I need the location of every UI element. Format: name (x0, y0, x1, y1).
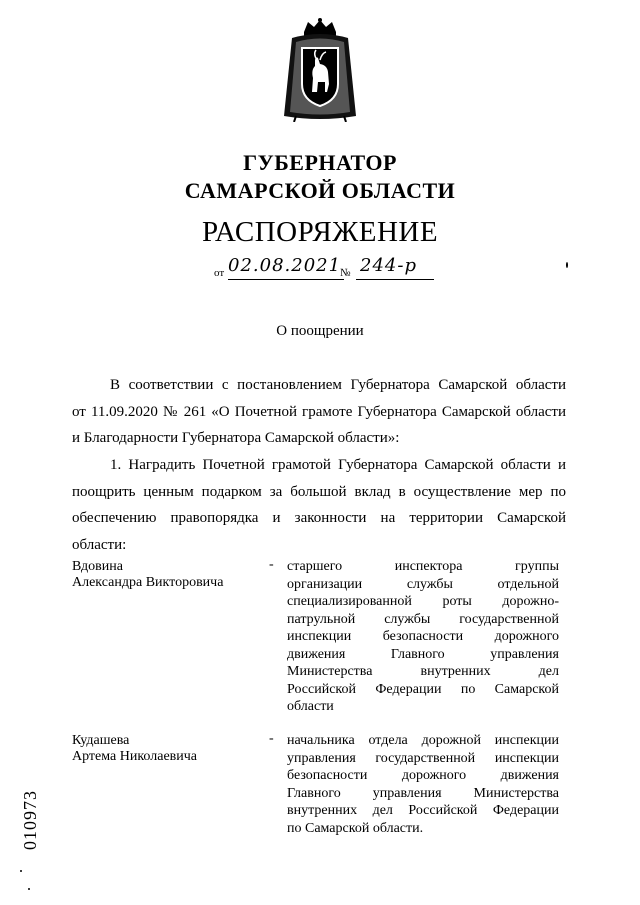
position-line: организации службы отдельной (287, 576, 559, 592)
position-line: Министерства внутренних дел (287, 664, 559, 679)
awardee-2-position (287, 732, 559, 837)
awardee-surname: Кудашева (72, 733, 130, 748)
authority-title-line1: ГУБЕРНАТОР (243, 150, 397, 175)
position-line: безопасности дорожного движения (287, 768, 559, 783)
side-serial-number: 010973 (20, 790, 40, 850)
scan-speck (20, 870, 22, 872)
handwritten-date: 02.08.2021 (228, 255, 342, 276)
position-line: старшего инспектора группы (287, 559, 559, 574)
position-line: управления государственной инспекции (287, 750, 559, 766)
intro-line: и Благодарности Губернатора Самарской области»: (72, 430, 400, 446)
authority-title-line2: САМАРСКОЙ ОБЛАСТИ (184, 178, 456, 203)
position-line: начальника отдела дорожной инспекции (287, 733, 559, 748)
date-from-label: от (214, 267, 225, 279)
number-underline (356, 279, 434, 280)
date-number-line (214, 255, 434, 281)
awardee-1-position (287, 558, 559, 716)
item-1-line: области: (72, 536, 127, 553)
intro-line: от 11.09.2020 № 261 «О Почетной грамоте Губернатора Самарской области (72, 403, 566, 420)
position-line: внутренних дел Российской Федерации (287, 803, 559, 818)
awardee-given-name: Александра Викторовича (72, 575, 224, 590)
awardee-2-name (72, 733, 197, 765)
awardee-surname: Вдовина (72, 559, 123, 574)
scan-speck (28, 888, 30, 890)
item-1-paragraph (72, 452, 566, 558)
intro-paragraph (72, 372, 566, 452)
awardee-2-dash: - (269, 731, 274, 746)
document-type-heading: РАСПОРЯЖЕНИЕ (201, 216, 439, 248)
position-line: Главного управления Министерства (287, 785, 559, 801)
awardee-1-dash: - (269, 557, 274, 572)
number-label: № (340, 267, 351, 279)
item-1-line: обеспечению правопорядка и законности на территории Самарской (72, 510, 566, 526)
awardee-given-name: Артема Николаевича (72, 749, 198, 764)
position-line: по Самарской области. (287, 820, 424, 836)
position-line: Российской Федерации по Самарской (287, 681, 559, 697)
item-1-line: поощрить ценным подарком за большой вклад в осуществление мер по (72, 483, 566, 500)
date-underline (228, 279, 344, 280)
intro-line: В соответствии с постановлением Губернатора Самарской области (110, 377, 566, 393)
position-line: специализированной роты дорожно- (287, 594, 559, 609)
position-line: области (287, 699, 334, 714)
item-1-line: 1. Наградить Почетной грамотой Губернатора Самарской области и (110, 457, 566, 473)
coat-of-arms-emblem (282, 18, 358, 122)
position-line: движения Главного управления (287, 646, 559, 662)
handwritten-number: 244-р (360, 255, 417, 276)
document-subject: О поощрении (276, 323, 364, 339)
scan-speck (566, 262, 568, 268)
position-line: патрульной службы государственной (287, 611, 559, 627)
awardee-1-name (72, 559, 223, 591)
position-line: инспекции безопасности дорожного (287, 629, 559, 644)
